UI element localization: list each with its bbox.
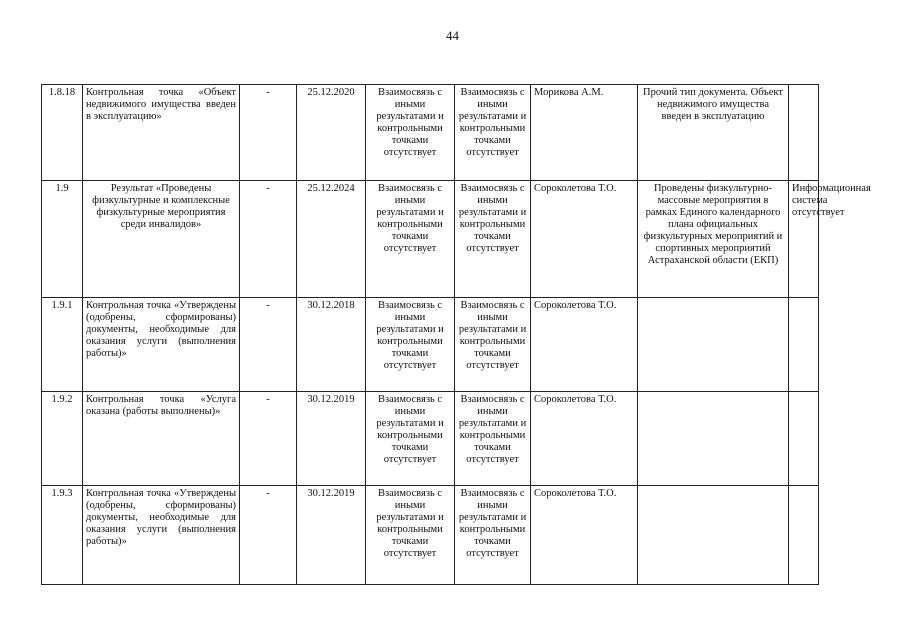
row-document (638, 486, 789, 585)
row-link-2: Взаимосвязь с иными результатами и контрольными точками отсутствует (455, 85, 531, 181)
row-responsible: Морикова А.М. (531, 85, 638, 181)
row-responsible: Сороколетова Т.О. (531, 181, 638, 298)
row-dash: - (240, 392, 297, 486)
row-date: 30.12.2018 (297, 298, 366, 392)
table-row (42, 85, 819, 181)
row-number: 1.9.3 (42, 486, 83, 585)
row-system (789, 486, 819, 585)
row-system (789, 298, 819, 392)
row-dash: - (240, 85, 297, 181)
row-document: Проведены физкультурно-массовые мероприятия в рамках Единого календарного плана официальных физкультурных мероприятий и спортивных мероприятий Астраханской области (ЕКП) (638, 181, 789, 298)
row-date: 25.12.2020 (297, 85, 366, 181)
table-row (42, 298, 819, 392)
row-date: 30.12.2019 (297, 392, 366, 486)
row-number: 1.9 (42, 181, 83, 298)
page-number: 44 (446, 28, 459, 43)
row-dash: - (240, 298, 297, 392)
row-date: 30.12.2019 (297, 486, 366, 585)
row-link-1: Взаимосвязь с иными результатами и контрольными точками отсутствует (366, 392, 455, 486)
row-link-1: Взаимосвязь с иными результатами и контрольными точками отсутствует (366, 181, 455, 298)
row-link-1: Взаимосвязь с иными результатами и контрольными точками отсутствует (366, 85, 455, 181)
table-row (42, 486, 819, 585)
table-row (42, 181, 819, 298)
plan-table (41, 84, 871, 585)
row-number: 1.8.18 (42, 85, 83, 181)
row-document (638, 392, 789, 486)
table-row (42, 392, 819, 486)
row-document: Прочий тип документа. Объект недвижимого имущества введен в эксплуатацию (638, 85, 789, 181)
row-name: Результат «Проведены физкультурные и комплексные физкультурные мероприятия среди инвалидов» (83, 181, 240, 298)
row-dash: - (240, 486, 297, 585)
row-link-2: Взаимосвязь с иными результатами и контрольными точками отсутствует (455, 392, 531, 486)
row-link-1: Взаимосвязь с иными результатами и контрольными точками отсутствует (366, 298, 455, 392)
row-system (789, 392, 819, 486)
row-system (789, 85, 819, 181)
row-link-1: Взаимосвязь с иными результатами и контрольными точками отсутствует (366, 486, 455, 585)
row-dash: - (240, 181, 297, 298)
row-link-2: Взаимосвязь с иными результатами и контрольными точками отсутствует (455, 181, 531, 298)
row-link-2: Взаимосвязь с иными результатами и контрольными точками отсутствует (455, 298, 531, 392)
row-responsible: Сороколетова Т.О. (531, 392, 638, 486)
row-name: Контрольная точка «Утверждены (одобрены, сформированы) документы, необходимые для оказания услуги (выполнения работы)» (83, 486, 240, 585)
row-responsible: Сороколетова Т.О. (531, 298, 638, 392)
row-system: Информационная система отсутствует (789, 181, 819, 298)
row-document (638, 298, 789, 392)
row-link-2: Взаимосвязь с иными результатами и контрольными точками отсутствует (455, 486, 531, 585)
row-name: Контрольная точка «Услуга оказана (работы выполнены)» (83, 392, 240, 486)
row-number: 1.9.2 (42, 392, 83, 486)
row-number: 1.9.1 (42, 298, 83, 392)
row-date: 25.12.2024 (297, 181, 366, 298)
row-name: Контрольная точка «Утверждены (одобрены, сформированы) документы, необходимые для оказания услуги (выполнения работы)» (83, 298, 240, 392)
row-responsible: Сороколетова Т.О. (531, 486, 638, 585)
row-name: Контрольная точка «Объект недвижимого имущества введен в эксплуатацию» (83, 85, 240, 181)
